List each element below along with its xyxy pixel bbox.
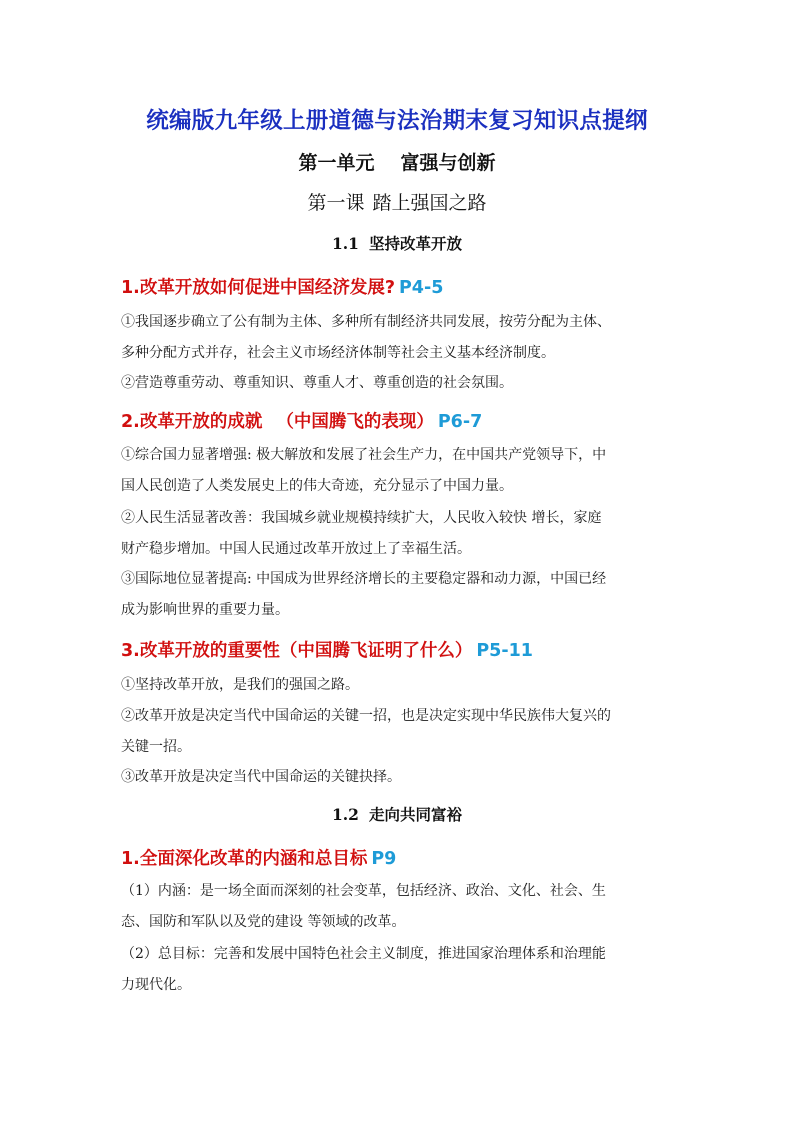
page-reference: P6-7: [437, 412, 483, 432]
page-reference: P4-5: [398, 278, 444, 298]
question-title: 1.全面深化改革的内涵和总目标: [121, 849, 368, 869]
question-title: 1.改革开放如何促进中国经济发展?: [121, 278, 395, 298]
lesson-name: 踏上强国之路: [372, 192, 487, 214]
answer-line: 国人民创造了人类发展史上的伟大奇迹，充分显示了中国力量。: [121, 477, 513, 494]
answer-paragraph: [121, 876, 681, 937]
question-title: 3.改革开放的重要性（中国腾飞证明了什么）: [121, 641, 473, 661]
question-subtitle: （中国腾飞的表现）: [276, 412, 434, 432]
answer-line: 态、国防和军队以及党的建设 等领域的改革。: [121, 913, 406, 930]
section-number: 1.2: [332, 805, 359, 824]
answer-line: ①我国逐步确立了公有制为主体、多种所有制经济共同发展，按劳分配为主体、: [121, 314, 611, 330]
section-heading: [0, 803, 794, 825]
answer-line: 关键一招。: [121, 738, 191, 755]
answer-line: （1）内涵：是一场全面而深刻的社会变革，包括经济、政治、文化、社会、生: [121, 883, 606, 899]
answer-paragraph: [121, 307, 681, 368]
unit-name: 富强与创新: [400, 152, 496, 174]
answer-paragraph: [121, 440, 681, 501]
answer-paragraph: [121, 701, 681, 762]
section-name: 走向共同富裕: [368, 805, 462, 824]
document-title: 统编版九年级上册道德与法治期末复习知识点提纲: [146, 108, 648, 134]
answer-line: （2）总目标：完善和发展中国特色社会主义制度，推进国家治理体系和治理能: [121, 946, 606, 962]
question-heading: [121, 274, 443, 299]
answer-line: ③国际地位显著提高: 中国成为世界经济增长的主要稳定器和动力源，中国已经: [121, 571, 607, 587]
question-heading: [121, 408, 482, 433]
lesson-label: 第一课: [307, 192, 365, 214]
answer-paragraph: [121, 503, 681, 564]
question-heading: [121, 845, 396, 870]
answer-paragraph: [121, 564, 681, 625]
answer-line: ③改革开放是决定当代中国命运的关键抉择。: [121, 769, 401, 785]
answer-paragraph: [121, 368, 681, 399]
answer-line: ②人民生活显著改善：我国城乡就业规模持续扩大，人民收入较快 增长，家庭: [121, 510, 602, 526]
answer-line: 财产稳步增加。中国人民通过改革开放过上了幸福生活。: [121, 540, 471, 557]
page-reference: P9: [371, 849, 397, 869]
answer-line: 成为影响世界的重要力量。: [121, 601, 289, 618]
answer-line: ②营造尊重劳动、尊重知识、尊重人才、尊重创造的社会氛围。: [121, 375, 513, 391]
answer-line: ②改革开放是决定当代中国命运的关键一招，也是决定实现中华民族伟大复兴的: [121, 708, 611, 724]
unit-label: 第一单元: [298, 152, 375, 174]
question-title: 2.改革开放的成就: [121, 412, 263, 432]
answer-paragraph: [121, 670, 681, 701]
lesson-heading: [0, 188, 794, 215]
section-number: 1.1: [332, 234, 359, 253]
unit-heading: [0, 148, 794, 175]
section-heading: [0, 232, 794, 254]
answer-paragraph: [121, 762, 681, 793]
question-heading: [121, 637, 533, 662]
section-name: 坚持改革开放: [368, 234, 462, 253]
answer-line: ①综合国力显著增强: 极大解放和发展了社会生产力，在中国共产党领导下，中: [121, 447, 607, 463]
answer-line: 多种分配方式并存，社会主义市场经济体制等社会主义基本经济制度。: [121, 344, 555, 361]
answer-paragraph: [121, 939, 681, 1000]
answer-line: 力现代化。: [121, 976, 191, 993]
page-reference: P5-11: [476, 641, 533, 661]
answer-line: ①坚持改革开放，是我们的强国之路。: [121, 677, 359, 693]
